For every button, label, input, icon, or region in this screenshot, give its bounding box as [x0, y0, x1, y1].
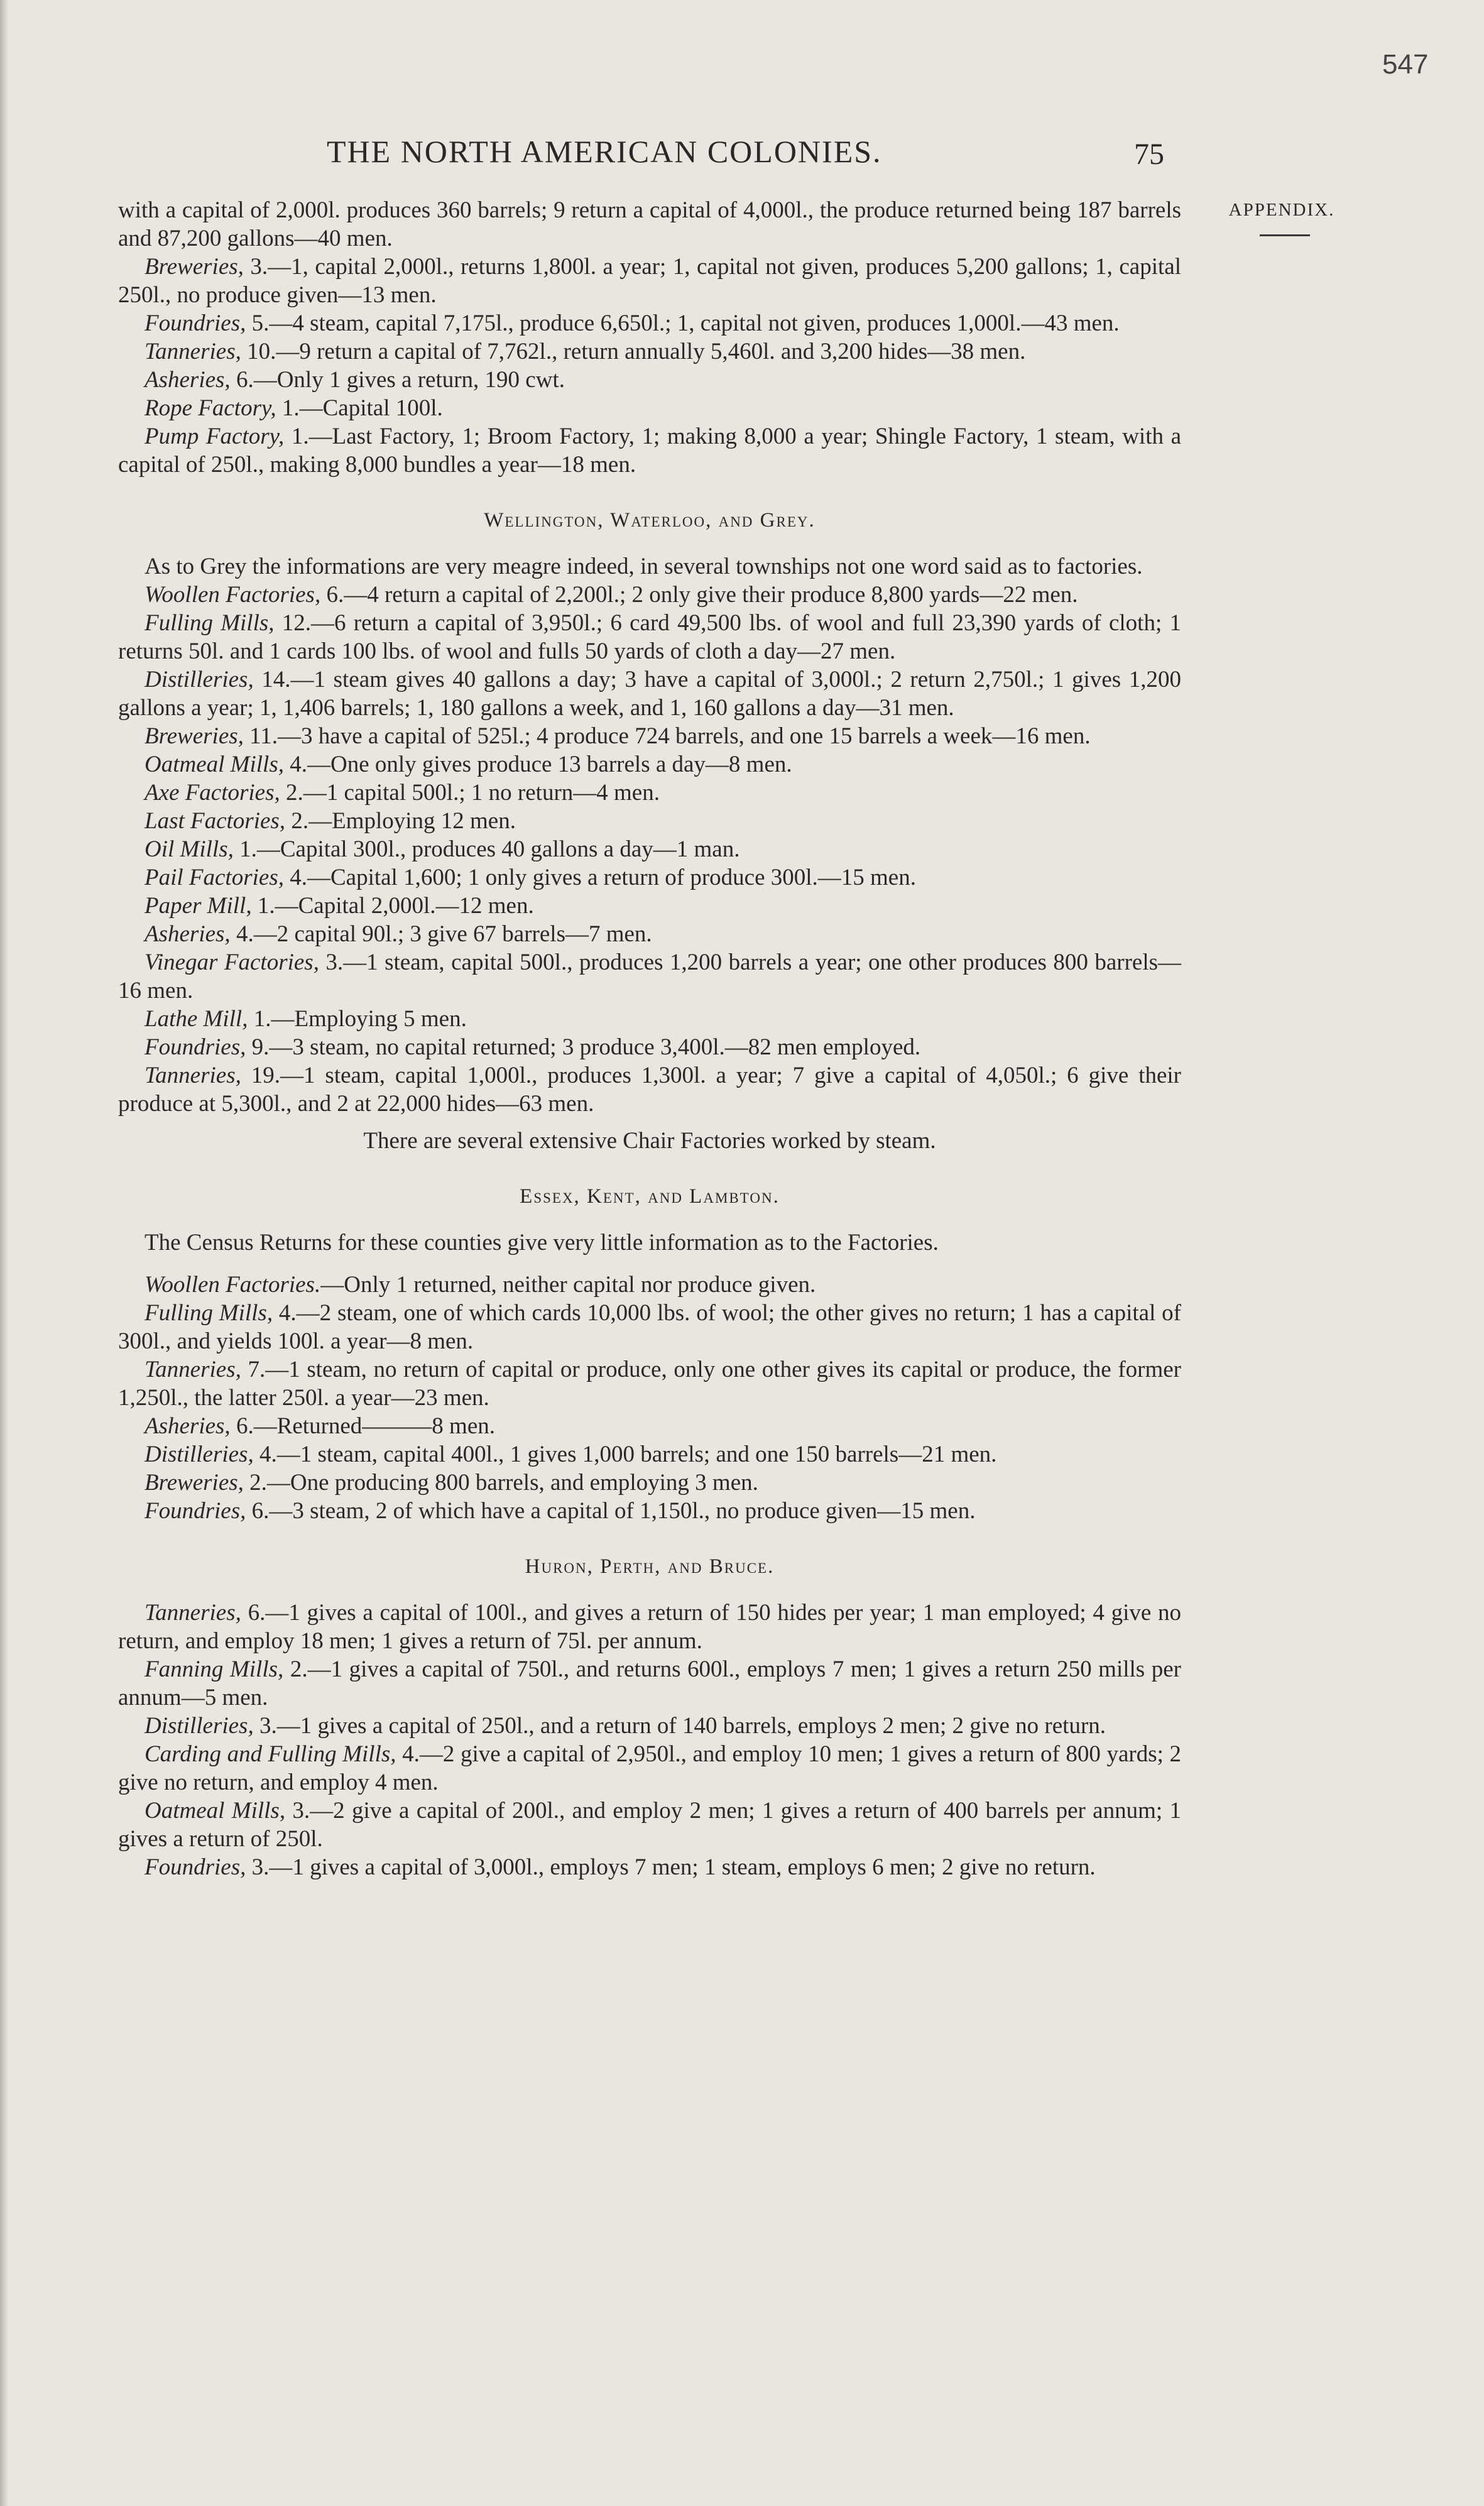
- entry-paragraph: [118, 1033, 1181, 1061]
- entry-text: 2.—One producing 800 barrels, and employing 3 men.: [243, 1470, 758, 1496]
- entry-paragraph: [118, 1412, 1181, 1440]
- entry-label: Woollen Factories.: [145, 1272, 321, 1298]
- entry-label: Oatmeal Mills,: [145, 752, 284, 777]
- running-head: THE NORTH AMERICAN COLONIES.: [327, 134, 882, 169]
- entry-label: Asheries,: [145, 1413, 231, 1439]
- entry-text: 6.—3 steam, 2 of which have a capital of 1,150l., no produce given—15 men.: [246, 1498, 976, 1524]
- entry-label: Tanneries,: [145, 1063, 241, 1088]
- entry-paragraph: [118, 1740, 1181, 1797]
- entry-paragraph: [118, 394, 1181, 422]
- entry-label: Tanneries,: [145, 339, 241, 364]
- entry-text: 19.—1 steam, capital 1,000l., produces 1,300l. a year; 7 give a capital of 4,050l.; 6 give their produce at 5,300l., and 2 at 22,000 hides—63 men.: [118, 1063, 1181, 1117]
- entry-paragraph: [118, 1005, 1181, 1033]
- body-text: [118, 196, 1181, 1881]
- entry-paragraph: [118, 948, 1181, 1005]
- entry-label: Asheries,: [145, 921, 231, 947]
- entry-text: with a capital of 2,000l. produces 360 barrels; 9 return a capital of 4,000l., the produce returned being 187 barrels and 87,200 gallons—40 men.: [118, 197, 1181, 251]
- entry-text: 3.—1 gives a capital of 3,000l., employs 7 men; 1 steam, employs 6 men; 2 give no return.: [246, 1854, 1096, 1880]
- folio-number: 75: [1134, 138, 1164, 171]
- entry-paragraph: [118, 1655, 1181, 1712]
- entry-paragraph: [118, 1271, 1181, 1299]
- entry-paragraph: [118, 1440, 1181, 1469]
- entry-label: Fanning Mills,: [145, 1656, 284, 1682]
- entry-text: 2.—1 gives a capital of 750l., and returns 600l., employs 7 men; 1 gives a return 250 mills per annum—5 men.: [118, 1656, 1181, 1710]
- entry-paragraph: [118, 892, 1181, 920]
- entry-text: 6.—4 return a capital of 2,200l.; 2 only give their produce 8,800 yards—22 men.: [320, 582, 1078, 608]
- section-intro: The Census Returns for these counties give very little information as to the Factories.: [145, 1230, 939, 1256]
- entry-label: Breweries,: [145, 723, 244, 749]
- entry-paragraph: [118, 1497, 1181, 1525]
- entry-paragraph: [118, 196, 1181, 253]
- entry-paragraph: [118, 1797, 1181, 1853]
- entry-paragraph: [118, 1469, 1181, 1497]
- entry-paragraph: [118, 366, 1181, 394]
- entry-label: Carding and Fulling Mills,: [145, 1741, 396, 1767]
- entry-text: 4.—2 steam, one of which cards 10,000 lbs. of wool; the other gives no return; 1 has a capital of 300l., and yields 100l. a year—8 men.: [118, 1300, 1182, 1354]
- entry-label: Breweries,: [145, 1470, 244, 1496]
- entry-paragraph: [118, 750, 1181, 779]
- margin-note-appendix: APPENDIX.: [1228, 200, 1335, 220]
- section-closing-note: There are several extensive Chair Factories worked by steam.: [363, 1128, 936, 1154]
- entry-text: 1.—Capital 2,000l.—12 men.: [251, 893, 534, 919]
- entry-paragraph: [118, 581, 1181, 609]
- entry-text: 7.—1 steam, no return of capital or produce, only one other gives its capital or produce, the former 1,250l., the latter 250l. a year—23 men.: [118, 1357, 1181, 1411]
- entry-label: Fulling Mills,: [145, 610, 275, 636]
- page-number: 547: [1382, 49, 1429, 80]
- entry-text: 4.—2 give a capital of 2,950l., and employ 10 men; 1 gives a return of 800 yards; 2 give no return, and employ 4 men.: [118, 1741, 1181, 1795]
- entry-paragraph: [118, 609, 1181, 665]
- entry-paragraph: [118, 920, 1181, 948]
- entry-label: Oil Mills,: [145, 836, 234, 862]
- section-heading: Huron, Perth, and Bruce.: [525, 1555, 775, 1578]
- entry-text: 5.—4 steam, capital 7,175l., produce 6,650l.; 1, capital not given, produces 1,000l.—43 men.: [246, 310, 1120, 336]
- entry-label: Distilleries,: [145, 1442, 254, 1467]
- entry-label: Tanneries,: [145, 1357, 241, 1382]
- entry-label: Axe Factories,: [145, 780, 280, 806]
- entry-text: As to Grey the informations are very meagre indeed, in several townships not one word said as to factories.: [145, 554, 1143, 579]
- entry-text: 4.—One only gives produce 13 barrels a day—8 men.: [283, 752, 792, 777]
- entry-label: Foundries,: [145, 1034, 246, 1060]
- entry-text: 6.—Returned———8 men.: [230, 1413, 496, 1439]
- entry-paragraph: [118, 1599, 1181, 1655]
- entry-label: Asheries,: [145, 367, 231, 393]
- entry-text: 1.—Capital 100l.: [276, 395, 443, 421]
- entry-paragraph: [118, 665, 1181, 722]
- entry-text: 6.—1 gives a capital of 100l., and gives a return of 150 hides per year; 1 man employed; 4 give no return, and employ 18 men; 1 gives a return of 75l. per annum.: [118, 1600, 1181, 1654]
- entry-label: Pail Factories,: [145, 865, 284, 890]
- entry-label: Fulling Mills,: [145, 1300, 273, 1326]
- entry-text: 1.—Capital 300l., produces 40 gallons a day—1 man.: [233, 836, 740, 862]
- entry-label: Paper Mill,: [145, 893, 252, 919]
- entry-paragraph: [118, 722, 1181, 750]
- entry-paragraph: [118, 1299, 1181, 1355]
- entry-text: 6.—Only 1 gives a return, 190 cwt.: [230, 367, 565, 393]
- entry-text: 3.—1 steam, capital 500l., produces 1,200 barrels a year; one other produces 800 barrels—16 men.: [118, 949, 1181, 1004]
- page-binding-edge: [0, 0, 9, 2506]
- entry-paragraph: [118, 422, 1181, 479]
- entry-paragraph: [118, 1853, 1181, 1881]
- entry-label: Foundries,: [145, 1498, 246, 1524]
- section-heading: Essex, Kent, and Lambton.: [520, 1185, 780, 1208]
- entry-paragraph: [118, 337, 1181, 366]
- entry-text: 3.—1 gives a capital of 250l., and a return of 140 barrels, employs 2 men; 2 give no return.: [253, 1713, 1106, 1739]
- entry-label: Foundries,: [145, 310, 246, 336]
- entry-text: 11.—3 have a capital of 525l.; 4 produce 724 barrels, and one 15 barrels a week—16 men.: [243, 723, 1091, 749]
- entry-text: 1.—Last Factory, 1; Broom Factory, 1; making 8,000 a year; Shingle Factory, 1 steam, with a capital of 250l., making 8,000 bundles a year—18 men.: [118, 424, 1181, 478]
- entry-label: Oatmeal Mills,: [145, 1798, 286, 1824]
- entry-text: 4.—2 capital 90l.; 3 give 67 barrels—7 men.: [230, 921, 652, 947]
- entry-paragraph: [118, 835, 1181, 863]
- entry-text: 10.—9 return a capital of 7,762l., return annually 5,460l. and 3,200 hides—38 men.: [241, 339, 1026, 364]
- entry-text: 12.—6 return a capital of 3,950l.; 6 card 49,500 lbs. of wool and full 23,390 yards of cloth; 1 returns 50l. and 1 cards 100 lbs. of wool and fulls 50 yards of cloth a day—27 men.: [118, 610, 1181, 664]
- entry-paragraph: [118, 1061, 1181, 1118]
- entry-paragraph: [118, 863, 1181, 892]
- section-heading: Wellington, Waterloo, and Grey.: [484, 509, 816, 532]
- entry-text: 9.—3 steam, no capital returned; 3 produce 3,400l.—82 men employed.: [246, 1034, 921, 1060]
- entry-text: 1.—Employing 5 men.: [248, 1006, 467, 1032]
- entry-label: Pump Factory,: [145, 424, 285, 449]
- entry-paragraph: [118, 779, 1181, 807]
- entry-label: Vinegar Factories,: [145, 949, 319, 975]
- entry-label: Woollen Factories,: [145, 582, 321, 608]
- entry-label: Foundries,: [145, 1854, 246, 1880]
- entry-paragraph: [118, 552, 1181, 581]
- entry-paragraph: [118, 253, 1181, 309]
- entry-label: Distilleries,: [145, 667, 254, 692]
- entry-label: Tanneries,: [145, 1600, 241, 1626]
- entry-label: Rope Factory,: [145, 395, 276, 421]
- entry-text: 14.—1 steam gives 40 gallons a day; 3 have a capital of 3,000l.; 2 return 2,750l.; 1 gives 1,200 gallons a year; 1, 1,406 barrels; 1, 180 gallons a week, and 1, 160 gallons a day—31 men.: [118, 667, 1181, 721]
- entry-paragraph: [118, 1712, 1181, 1740]
- entry-text: 3.—1, capital 2,000l., returns 1,800l. a year; 1, capital not given, produces 5,200 gallons; 1, capital 250l., no produce given—13 men.: [118, 254, 1181, 308]
- entry-paragraph: [118, 807, 1181, 835]
- entry-paragraph: [118, 1355, 1181, 1412]
- entry-text: 4.—1 steam, capital 400l., 1 gives 1,000 barrels; and one 150 barrels—21 men.: [253, 1442, 997, 1467]
- entry-text: 3.—2 give a capital of 200l., and employ 2 men; 1 gives a return of 400 barrels per annum; 1 gives a return of 250l.: [118, 1798, 1181, 1852]
- entry-text: 2.—Employing 12 men.: [285, 808, 516, 834]
- entry-text: 2.—1 capital 500l.; 1 no return—4 men.: [280, 780, 660, 806]
- entry-paragraph: [118, 309, 1181, 337]
- entry-text: —Only 1 returned, neither capital nor produce given.: [320, 1272, 816, 1298]
- entry-text: 4.—Capital 1,600; 1 only gives a return of produce 300l.—15 men.: [283, 865, 916, 890]
- margin-rule: [1260, 234, 1310, 236]
- entry-label: Breweries,: [145, 254, 244, 280]
- entry-label: Distilleries,: [145, 1713, 254, 1739]
- entry-label: Last Factories,: [145, 808, 286, 834]
- entry-label: Lathe Mill,: [145, 1006, 248, 1032]
